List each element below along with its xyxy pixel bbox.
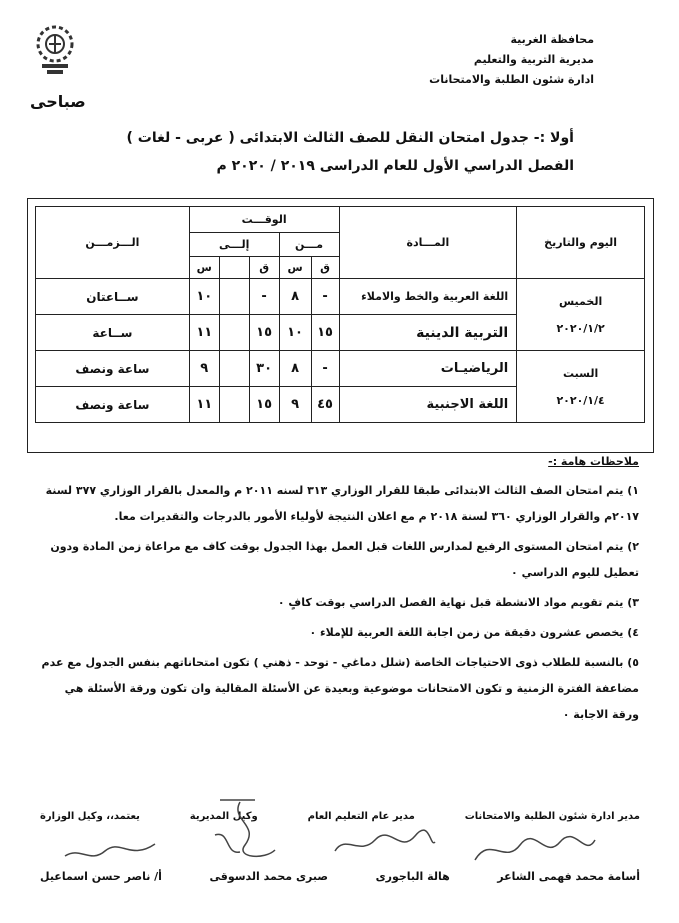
from-minute: - <box>311 351 339 387</box>
header-to-hour: س <box>189 257 219 279</box>
from-hour: ٨ <box>279 279 311 315</box>
duration-cell: ساعة ونصف <box>36 351 190 387</box>
signature-title: مدير عام التعليم العام <box>307 811 415 822</box>
signature-title: يعتمد،، وكيل الوزارة <box>40 811 140 822</box>
from-hour: ١٠ <box>279 315 311 351</box>
signature-scribble-icon <box>200 790 290 870</box>
header-to-minute: ق <box>249 257 279 279</box>
to-hour: ١١ <box>189 315 219 351</box>
exam-schedule-table <box>35 206 645 423</box>
document-title: أولا :- جدول امتحان النقل للصف الثالث الابتدائى ( عربى - لغات ) <box>126 130 574 146</box>
signatory-name: صبرى محمد الدسوقى <box>209 870 328 883</box>
directorate: مديرية التربية والتعليم <box>473 53 594 66</box>
day-cell <box>517 279 645 351</box>
duration-cell: ســاعتان <box>36 279 190 315</box>
note-item: ٣) يتم تقويم مواد الانشطة قبل نهاية الفصل الدراسي بوقت كافٍ ٠ <box>277 596 639 609</box>
day-date: ٢٠٢٠/١/٢ <box>556 321 605 335</box>
administration: ادارة شئون الطلبة والامتحانات <box>429 73 594 86</box>
to-blank <box>219 387 249 423</box>
signatory-name: أ/ ناصر حسن اسماعيل <box>40 870 162 883</box>
table-row <box>36 351 645 387</box>
to-hour: ١٠ <box>189 279 219 315</box>
note-item: ٥) بالنسبة للطلاب ذوى الاحتياجات الخاصة (شلل دماغي - توحد - ذهني ) تكون امتحاناتهم بنفس الجدول مع عدم مضاعفة الفترة الزمنية و تكون الامتحانات موضوعية وبعيدة عن الأسئلة المقالية وان تكون ورقة الأسئلة هي ورقة الاجابة ٠ <box>41 656 639 721</box>
signature-scribble-icon <box>60 836 160 871</box>
signature-title: مدير ادارة شئون الطلبة والامتحانات <box>464 811 640 822</box>
signature-titles <box>40 811 640 822</box>
header-to-blank <box>219 257 249 279</box>
day-cell <box>517 351 645 423</box>
signature-title: وكيل المديرية <box>189 811 258 822</box>
to-blank <box>219 351 249 387</box>
day-name: الخميس <box>558 294 603 308</box>
header-subject: المـــادة <box>339 207 517 279</box>
to-blank <box>219 279 249 315</box>
header-day-date: اليوم والتاريخ <box>517 207 645 279</box>
header-to: إلـــى <box>189 233 279 257</box>
to-minute: - <box>249 279 279 315</box>
subject-cell: التربية الدينية <box>339 315 517 351</box>
subject-cell: الرياضيـات <box>339 351 517 387</box>
note-item: ٢) يتم امتحان المستوى الرفيع لمدارس اللغات قبل العمل بهذا الجدول بوقت كاف مع مراعاة زمن المادة ودون تعطيل لليوم الدراسي ٠ <box>50 540 639 579</box>
from-minute: - <box>311 279 339 315</box>
from-hour: ٨ <box>279 351 311 387</box>
ministry-logo-icon <box>30 22 80 80</box>
signatory-name: أسامة محمد فهمى الشاعر <box>497 870 640 883</box>
signatory-name: هالة الباجورى <box>375 870 450 883</box>
header-block <box>429 30 594 90</box>
note-item: ٤) يخصص عشرون دقيقة من زمن اجابة اللغة العربية للإملاء ٠ <box>309 626 639 639</box>
subject-cell: اللغة العربية والخط والاملاء <box>339 279 517 315</box>
signature-names <box>40 870 640 883</box>
header-from: مـــن <box>279 233 339 257</box>
to-minute: ٣٠ <box>249 351 279 387</box>
to-blank <box>219 315 249 351</box>
governorate: محافظة الغربية <box>510 33 594 46</box>
header-time: الوقـــت <box>189 207 339 233</box>
day-date: ٢٠٢٠/١/٤ <box>556 393 605 407</box>
shift-label: صباحى <box>30 92 86 111</box>
to-hour: ٩ <box>189 351 219 387</box>
table-row <box>36 279 645 315</box>
header-from-hour: س <box>279 257 311 279</box>
document-subtitle: الفصل الدراسي الأول للعام الدراسى ٢٠١٩ / ٢٠٢٠ م <box>216 158 574 174</box>
signature-scribble-icon <box>330 826 440 866</box>
from-hour: ٩ <box>279 387 311 423</box>
header-duration: الـــزمـــن <box>36 207 190 279</box>
to-minute: ١٥ <box>249 315 279 351</box>
from-minute: ٤٥ <box>311 387 339 423</box>
note-item: ١) يتم امتحان الصف الثالث الابتدائى طبقا للقرار الوزاري ٣١٣ لسنه ٢٠١١ م والمعدل بالقرار الوزاري ٣٧٧ لسنة ٢٠١٧م والقرار الوزاري ٣٦٠ لسنة ٢٠١٨ م مع اعلان النتيجة لأولياء الأمور بالدرجات والتقديرات معا. <box>45 484 639 523</box>
subject-cell: اللغة الاجنبية <box>339 387 517 423</box>
day-name: السبت <box>562 366 599 380</box>
duration-cell: ســاعة <box>36 315 190 351</box>
to-hour: ١١ <box>189 387 219 423</box>
duration-cell: ساعة ونصف <box>36 387 190 423</box>
to-minute: ١٥ <box>249 387 279 423</box>
header-from-minute: ق <box>311 257 339 279</box>
from-minute: ١٥ <box>311 315 339 351</box>
signature-scribble-icon <box>470 830 600 870</box>
notes-heading: ملاحظات هامة :- <box>548 455 639 468</box>
notes-list <box>34 478 639 732</box>
